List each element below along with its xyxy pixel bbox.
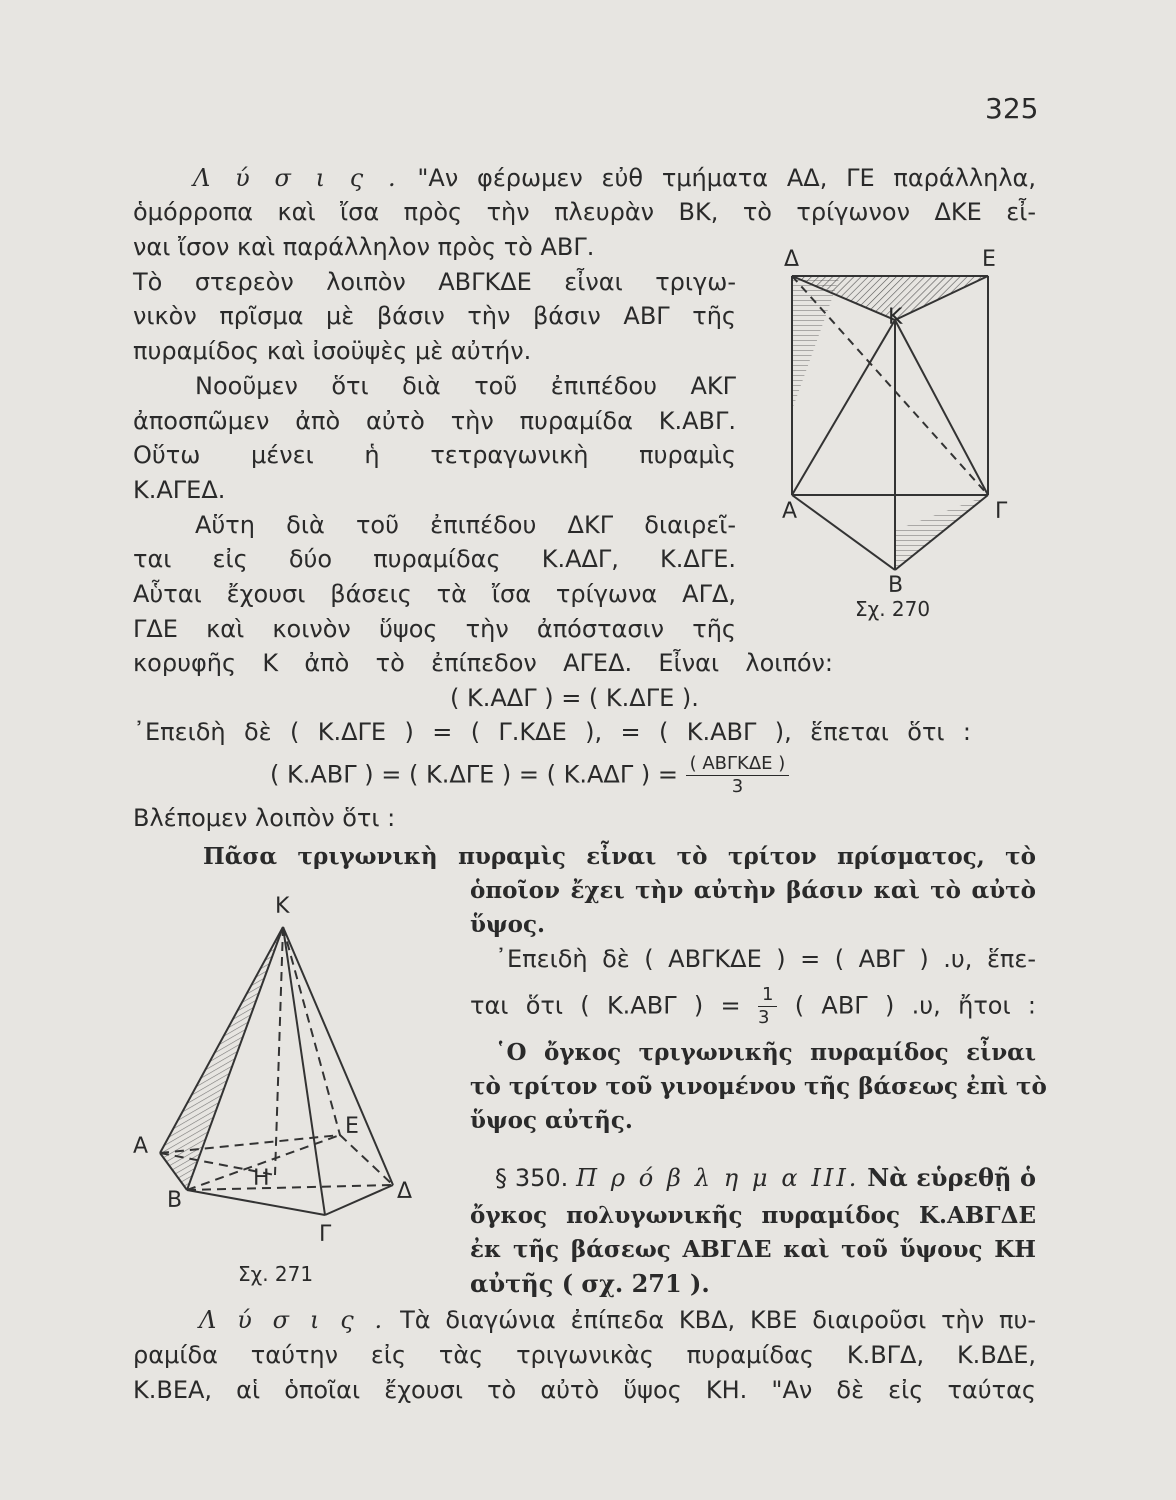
hidden-edge — [187, 1185, 393, 1190]
label-H: Η — [253, 1166, 270, 1191]
text-line: ὁμόρροπα καὶ ἴσα πρὸς τὴν πλευρὰν ΒΚ, τὸ τρίγωνον ΔΚΕ εἶ- — [133, 198, 1036, 226]
text-line: Αὗται ἔχουσι βάσεις τὰ ἴσα τρίγωνα ΑΓΔ, — [133, 580, 736, 608]
text-line: Οὕτω μένει ἡ τετραγωνικὴ πυραμὶς — [133, 441, 736, 469]
problem-line: ὄγκος πολυγωνικῆς πυραμίδος Κ.ΑΒΓΔΕ — [470, 1202, 1036, 1229]
text-line: ραμίδα ταύτην εἰς τὰς τριγωνικὰς πυραμίδας Κ.ΒΓΔ, Κ.ΒΔΕ, — [133, 1341, 1036, 1369]
problem-line: αὐτῆς ( σχ. 271 ). — [470, 1269, 710, 1298]
text-line: πυραμίδος καὶ ἰσοϋψὲς μὲ αὐτήν. — [133, 337, 532, 365]
hidden-edge — [275, 927, 283, 1175]
label-A: Α — [133, 1134, 149, 1159]
equation-1: ( Κ.ΑΔΓ ) = ( Κ.ΔΓΕ ). — [450, 684, 699, 712]
label-B: Β — [888, 573, 904, 598]
theorem-line: Πᾶσα τριγωνικὴ πυραμὶς εἶναι τὸ τρίτον πρίσματος, τὸ — [203, 843, 1036, 870]
problem-heading: § 350. Π ρ ό β λ η μ α ΙΙΙ. Νὰ εὑρεθῇ ὁ — [495, 1163, 1037, 1192]
edge — [187, 927, 283, 1190]
edge — [283, 927, 325, 1215]
page-number: 325 — [985, 92, 1039, 125]
theorem-line: ὕψος αὐτῆς. — [470, 1107, 633, 1134]
text-line: ται ὅτι ( Κ.ΑΒΓ ) = $\frac{1}{3}$ ( ΑΒΓ ) .υ, ἤτοι : — [470, 984, 1036, 1028]
problem-line: ἐκ τῆς βάσεως ΑΒΓΔΕ καὶ τοῦ ὕψους ΚΗ — [470, 1236, 1036, 1263]
text-line: Λ ύ σ ι ς . Τὰ διαγώνια ἐπίπεδα ΚΒΔ, ΚΒΕ διαιροῦσι τὴν πυ- — [199, 1306, 1037, 1334]
label-A: Α — [782, 499, 798, 524]
label-G: Γ — [995, 499, 1008, 524]
text-line: Κ.ΒΕΑ, αἱ ὁποῖαι ἔχουσι τὸ αὐτὸ ὕψος ΚΗ. "Αν δὲ εἰς ταύτας — [133, 1376, 1036, 1404]
text-line: Αὕτη διὰ τοῦ ἐπιπέδου ΔΚΓ διαιρεῖ- — [195, 511, 736, 539]
text-line: Λ ύ σ ι ς . "Αν φέρωμεν εὐθ τμήματα ΑΔ, ΓΕ παράλληλα, — [193, 164, 1036, 192]
solution-label: Λ ύ σ ι ς . — [193, 164, 399, 192]
text-line: ναι ἴσον καὶ παράλληλον πρὸς τὸ ΑΒΓ. — [133, 233, 595, 261]
label-E: Ε — [345, 1114, 359, 1139]
equation-3: ( Κ.ΑΒΓ ) = ( Κ.ΔΓΕ ) = ( Κ.ΑΔΓ ) = $\frac{\text{( ΑΒΓΚΔΕ )}}{3}$ — [270, 755, 789, 796]
text-line: νικὸν πρῖσμα μὲ βάσιν τὴν βάσιν ΑΒΓ τῆς — [133, 302, 736, 330]
text-line: κορυφῆς Κ ἀπὸ τὸ ἐπίπεδον ΑΓΕΔ. Εἶναι λοιπόν: — [133, 649, 833, 677]
theorem-line: ῾Ο ὄγκος τριγωνικῆς πυραμίδος εἶναι — [495, 1039, 1036, 1066]
text-line: Νοοῦμεν ὅτι διὰ τοῦ ἐπιπέδου ΑΚΓ — [195, 372, 736, 400]
text-line: Τὸ στερεὸν λοιπὸν ΑΒΓΚΔΕ εἶναι τριγω- — [133, 268, 736, 296]
theorem-line: ὁποῖον ἔχει τὴν αὐτὴν βάσιν καὶ τὸ αὐτὸ — [470, 877, 1036, 904]
label-B: Β — [167, 1188, 183, 1213]
fraction: $\frac{\text{( ΑΒΓΚΔΕ )}}{3}$ — [686, 755, 790, 796]
hidden-edge — [283, 927, 340, 1135]
text-line: ται εἰς δύο πυραμίδας Κ.ΑΔΓ, Κ.ΔΓΕ. — [133, 545, 736, 573]
label-K: Κ — [275, 894, 290, 919]
hatched-face — [792, 276, 840, 410]
theorem-line: τὸ τρίτον τοῦ γινομένου τῆς βάσεως ἐπὶ τὸ — [470, 1073, 1047, 1100]
label-D: Δ — [397, 1179, 413, 1204]
edge — [325, 1185, 393, 1215]
label-D: Δ — [784, 247, 800, 272]
edge — [792, 495, 895, 570]
figure-270-prism — [770, 240, 1060, 620]
label-K: Κ — [888, 305, 903, 330]
text-line: ΓΔΕ καὶ κοινὸν ὕψος τὴν ἀπόστασιν τῆς — [133, 615, 736, 643]
text-line: Κ.ΑΓΕΔ. — [133, 476, 226, 504]
label-G: Γ — [319, 1222, 332, 1245]
equation-2: ᾿Επειδὴ δὲ ( Κ.ΔΓΕ ) = ( Γ.ΚΔΕ ), = ( Κ.ΑΒΓ ), ἕπεται ὅτι : — [133, 718, 971, 746]
figure-270-caption: Σχ. 270 — [855, 597, 931, 621]
text-line: ἀποσπῶμεν ἀπὸ αὐτὸ τὴν πυραμίδα Κ.ΑΒΓ. — [133, 407, 736, 435]
hidden-edge — [340, 1135, 393, 1185]
edge — [187, 1190, 325, 1215]
edge — [283, 927, 393, 1185]
edge — [160, 927, 283, 1153]
figure-271-caption: Σχ. 271 — [238, 1262, 314, 1286]
label-E: Ε — [982, 247, 996, 272]
conclusion-intro: Βλέπομεν λοιπὸν ὅτι : — [133, 804, 396, 832]
figure-271-pyramid — [125, 885, 435, 1245]
fraction: $\frac{1}{3}$ — [758, 986, 777, 1027]
theorem-line: ὕψος. — [470, 911, 545, 938]
text-line: ᾿Επειδὴ δὲ ( ΑΒΓΚΔΕ ) = ( ΑΒΓ ) .υ, ἕπε- — [495, 945, 1036, 973]
